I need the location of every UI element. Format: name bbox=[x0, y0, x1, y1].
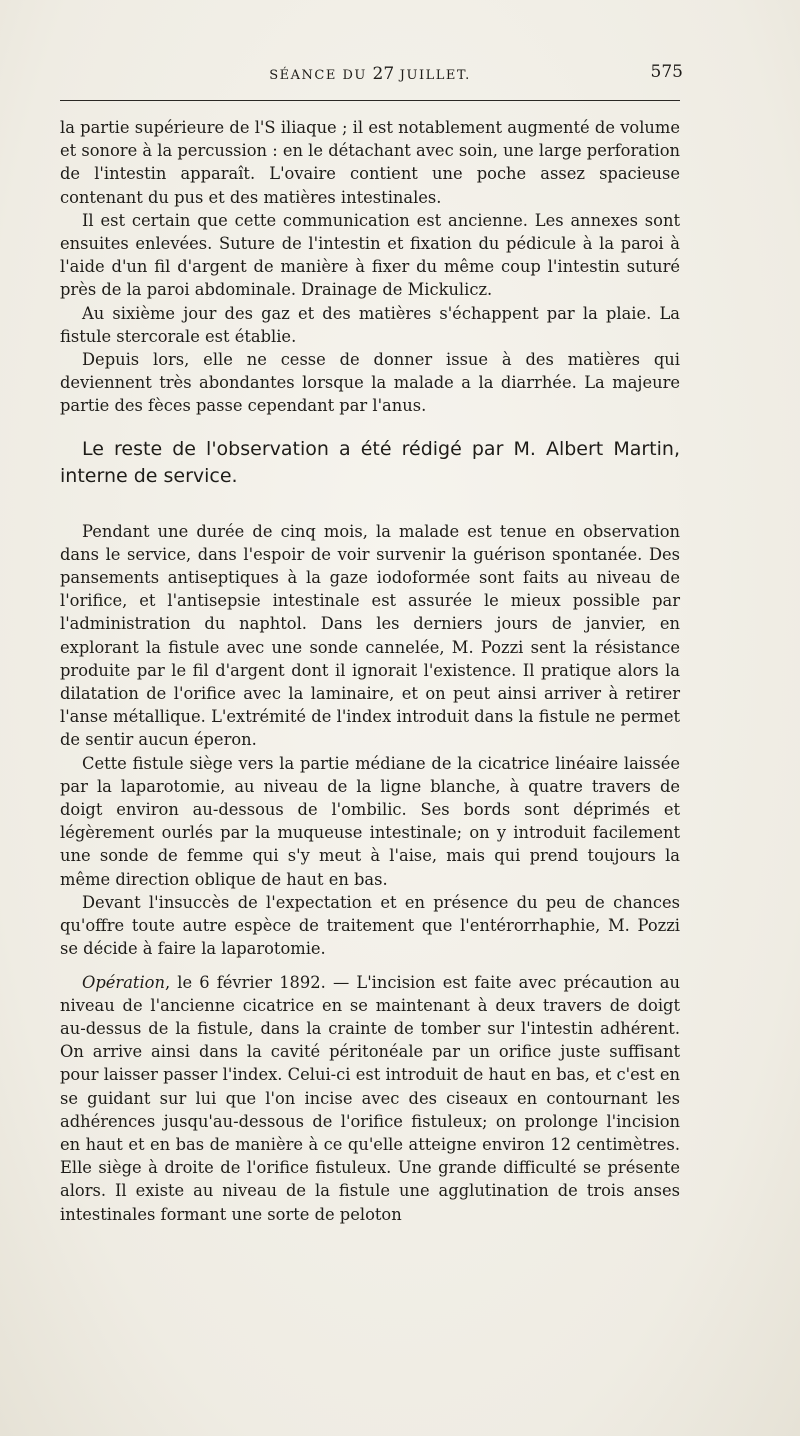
paragraph: Au sixième jour des gaz et des matières s'échappent par la plaie. La fistule stercorale est établie. bbox=[60, 303, 680, 346]
paragraph: la partie supérieure de l'S iliaque ; il est notablement augmenté de volume et sonore à la percussion : en le détachant avec soin, une large perforation de l'intestin apparaît. L'ovaire contient une poche assez spacieuse contenant du pus et des matières intestinales. bbox=[60, 118, 680, 207]
paragraph: Cette fistule siège vers la partie médiane de la cicatrice linéaire laissée par la laparotomie, au niveau de la ligne blanche, à quatre travers de doigt environ au-dessous de l'ombilic. Ses bords sont déprimés et légèrement ourlés par la muqueuse intestinale; on y introduit facilement une sonde de femme qui s'y meut à l'aise, mais qui prend toujours la même direction oblique de haut en bas. bbox=[60, 753, 680, 889]
paragraph: Il est certain que cette communication est ancienne. Les annexes sont ensuites enlevées. Suture de l'intestin et fixation du pédicule à la paroi à l'aide d'un fil d'argent de manière à fixer du même coup l'intestin suturé près de la paroi abdominale. Drainage de Mickulicz. bbox=[60, 210, 680, 300]
running-header bbox=[60, 62, 683, 88]
operation-paragraph bbox=[60, 971, 680, 1226]
page-number: 575 bbox=[650, 62, 683, 82]
operation-lead: Opération bbox=[82, 972, 165, 992]
running-title bbox=[60, 64, 680, 84]
page-body bbox=[60, 116, 680, 1226]
header-rule bbox=[60, 100, 680, 101]
paragraph: Devant l'insuccès de l'expectation et en présence du peu de chances qu'offre toute autre espèce de traitement que l'entérorrhaphie, M. Pozzi se décide à faire la laparotomie. bbox=[60, 892, 680, 959]
editorial-note: Le reste de l'observation a été rédigé par M. Albert Martin, interne de service. bbox=[60, 437, 680, 487]
running-title-day: 27 bbox=[372, 64, 395, 84]
running-title-suffix: JUILLET. bbox=[399, 68, 471, 83]
running-title-prefix: SÉANCE DU bbox=[269, 68, 367, 83]
paragraph: Pendant une durée de cinq mois, la malade est tenue en observation dans le service, dans l'espoir de voir survenir la guérison spontanée. Des pansements antiseptiques à la gaze iodoformée sont faits au niveau de l'orifice, et l'antisepsie intestinale est assurée le mieux possible par l'administration du naphtol. Dans les derniers jours de janvier, en explorant la fistule avec une sonde cannelée, M. Pozzi sent la résistance produite par le fil d'argent dont il ignorait l'existence. Il pratique alors la dilatation de l'orifice avec la laminaire, et on peut ainsi arriver à retirer l'anse métallique. L'extrémité de l'index introduit dans la fistule ne permet de sentir aucun éperon. bbox=[60, 521, 680, 750]
operation-text: , le 6 février 1892. — L'incision est faite avec précaution au niveau de l'ancienne cicatrice en se maintenant à deux travers de doigt au-dessus de la fistule, dans la crainte de tomber sur l'intestin adhérent. On arrive ainsi dans la cavité péritonéale par un orifice juste suffisant pour laisser passer l'index. Celui-ci est introduit de haut en bas, et c'est en se guidant sur lui que l'on incise avec des ciseaux en contournant les adhérences jusqu'au-dessous de l'orifice fistuleux; on prolonge l'incision en haut et en bas de manière à ce qu'elle atteigne environ 12 centimètres. Elle siège à droite de l'orifice fistuleux. Une grande difficulté se présente alors. Il existe au niveau de la fistule une agglutination de trois anses intestinales formant une sorte de peloton bbox=[60, 972, 680, 1224]
paragraph: Depuis lors, elle ne cesse de donner issue à des matières qui deviennent très abondantes lorsque la malade a la diarrhée. La majeure partie des fèces passe cependant par l'anus. bbox=[60, 350, 680, 416]
